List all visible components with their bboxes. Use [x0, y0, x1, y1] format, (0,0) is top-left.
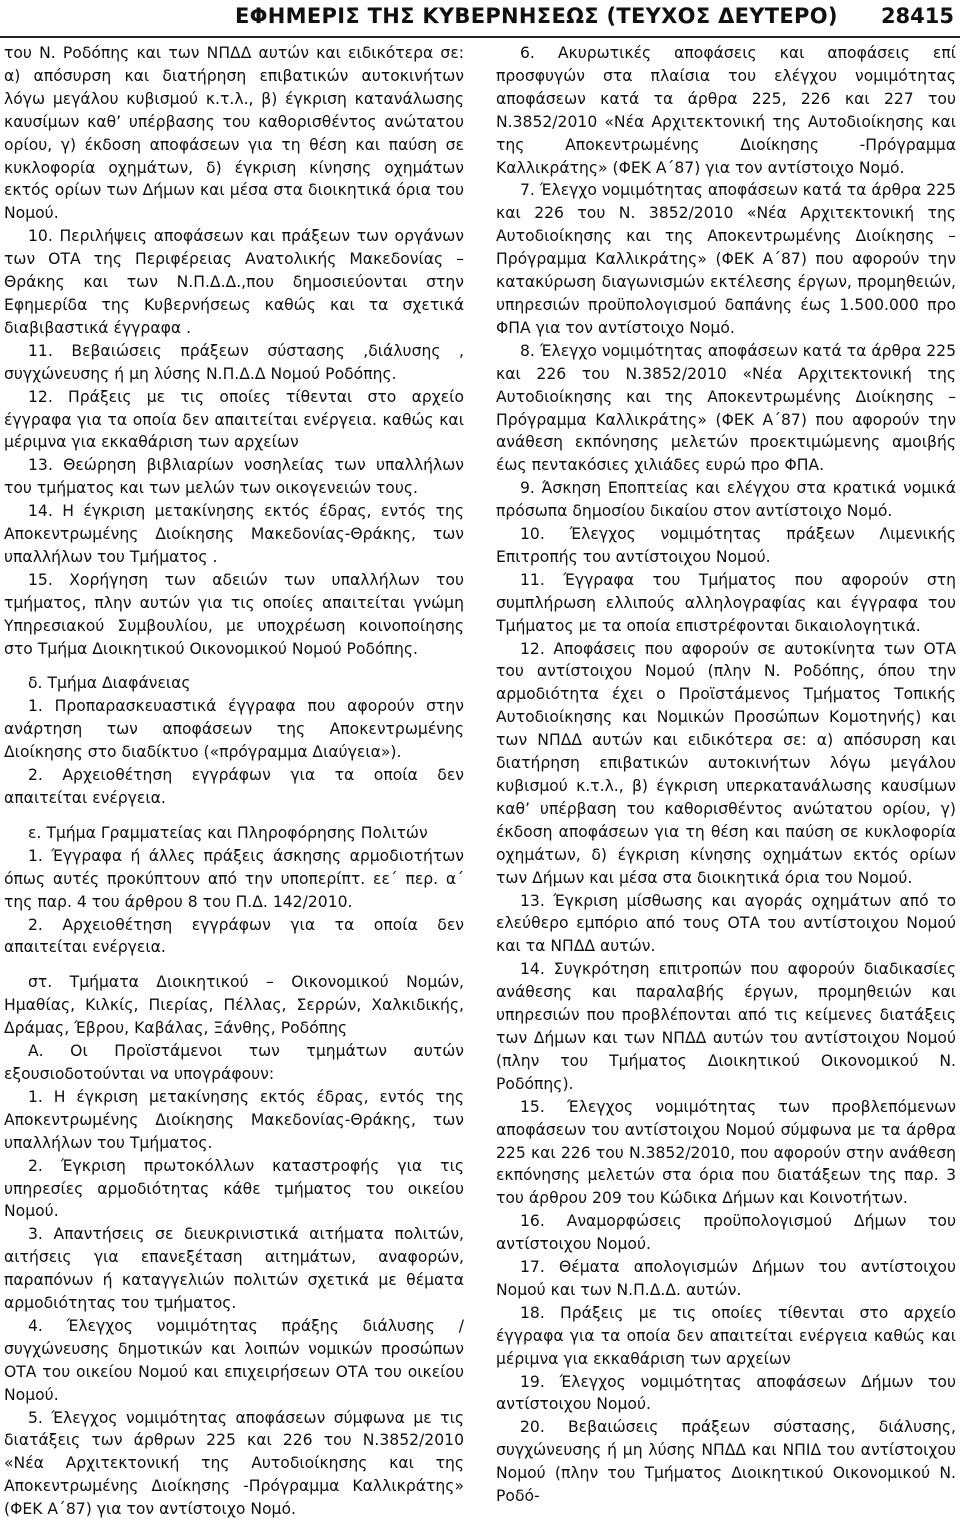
paragraph: 16. Αναμορφώσεις προϋπολογισμού Δήμων του αντίστοιχου Νομού. [496, 1212, 956, 1254]
paragraph: 18. Πράξεις με τις οποίες τίθενται στο αρχείο έγγραφα για τα οποία δεν απαιτείται ενέργεια καθώς και μέριμνα για εκκαθάριση των αρχείων [496, 1303, 956, 1368]
right-column [496, 42, 956, 1508]
paragraph: 10. Έλεγχος νομιμότητας πράξεων Λιμενικής Επιτροπής του αντίστοιχου Νομού. [496, 525, 956, 566]
paragraph: 9. Άσκηση Εποπτείας και ελέγχου στα κρατικά νομικά πρόσωπα δημοσίου δικαίου στον αντίστοιχο Νομό. [496, 479, 956, 521]
page-number: 28415 [880, 4, 954, 28]
paragraph: 4. Έλεγχος νομιμότητας πράξης διάλυσης / συγχώνευσης δημοτικών και λοιπών νομικών προσώπων ΟΤΑ του οικείου Νομού και επιχειρήσεων ΟΤΑ του οικείου Νομού. [4, 1316, 464, 1404]
paragraph: 6. Ακυρωτικές αποφάσεις και αποφάσεις επί προσφυγών στα πλαίσια του ελέγχου νομιμότητας αποφάσεων κατά τα άρθρα 225, 226 και 227 του Ν.3852/2010 «Νέα Αρχιτεκτονική της Αυτοδιοίκησης και της Αποκεντρωμένης Διοίκησης -Πρόγραμμα Καλλικράτης» (ΦΕΚ Α΄87) για τον αντίστοιχο Νομό. [496, 44, 956, 177]
header-divider [0, 36, 960, 38]
section-heading: δ. Τμήμα Διαφάνειας [28, 674, 191, 693]
paragraph: 2. Αρχειοθέτηση εγγράφων για τα οποία δεν απαιτείται ενέργεια. [4, 915, 464, 957]
paragraph: 15. Χορήγηση των αδειών των υπαλλήλων του τμήματος, πλην αυτών για τις οποίες απαιτείται γνώμη Υπηρεσιακού Συμβουλίου, με υποχρέωση κοινοποίησης στο Τμήμα Διοικητικού Οικονομικού Νομού Ροδόπης. [4, 570, 464, 658]
paragraph: 20. Βεβαιώσεις πράξεων σύστασης, διάλυσης, συγχώνευσης ή μη λύσης ΝΠΔΔ και ΝΠΙΔ του αντίστοιχου Νομού (πλην του Τμήματος Διοικητικού Οικονομικού Ν. Ροδό- [496, 1418, 956, 1506]
paragraph: 7. Έλεγχο νομιμότητας αποφάσεων κατά τα άρθρα 225 και 226 του Ν. 3852/2010 «Νέα Αρχιτεκτονική της Αυτοδιοίκησης και της Αποκεντρωμένης Διοίκησης – Πρόγραμμα Καλλικράτης» (ΦΕΚ Α΄87) που αφορούν την κατακύρωση διαγωνισμών εκτέλεσης έργων, προμηθειών, υπηρεσιών προϋπολογισμού δαπάνης έως 1.500.000 προ ΦΠΑ για τον αντίστοιχο Νομό. [496, 181, 956, 337]
section-heading: στ. Τμήματα Διοικητικού – Οικονομικού Νομών, Ημαθίας, Κιλκίς, Πιερίας, Πέλλας, Σερρών, Χαλκιδικής, Δράμας, Έβρου, Καβάλας, Ξάνθης, Ροδόπης [4, 973, 464, 1038]
paragraph: 5. Έλεγχος νομιμότητας αποφάσεων σύμφωνα με τις διατάξεις των άρθρων 225 και 226 του Ν.3852/2010 «Νέα Αρχιτεκτονική της Αυτοδιοίκησης και της Αποκεντρωμένης Διοίκησης -Πρόγραμμα Καλλικράτης» (ΦΕΚ Α΄87) για τον αντίστοιχο Νομό. [4, 1408, 464, 1519]
paragraph: 8. Έλεγχο νομιμότητας αποφάσεων κατά τα άρθρα 225 και 226 του Ν.3852/2010 «Νέα Αρχιτεκτονική της Αυτοδιοίκησης και της Αποκεντρωμένης Διοίκησης – Πρόγραμμα Καλλικράτης» (ΦΕΚ Α΄87) που αφορούν την ανάθεση εκπόνησης μελετών προεκτιμώμενης αμοιβής έως πεντακόσιες χιλιάδες ευρώ προ ΦΠΑ. [496, 341, 956, 475]
paragraph: του Ν. Ροδόπης και των ΝΠΔΔ αυτών και ειδικότερα σε: α) απόσυρση και διατήρηση επιβατικών αυτοκινήτων λόγω μεγάλου κυβισμού κ.τ.λ., β) έγκριση κατανάλωσης καυσίμων καθ’ υπέρβασης του καθορισθέντος ανώτατου ορίου, γ) έκδοση αποφάσεων για τη θέση και παύση σε κυκλοφορία οχημάτων, δ) έγκριση κίνησης οχημάτων εκτός ορίων των Δήμων και μέσα στα διοικητικά όρια του Νομού. [4, 44, 464, 223]
paragraph: 2. Έγκριση πρωτοκόλλων καταστροφής για τις υπηρεσίες αρμοδιότητας κάθε τμήματος του οικείου Νομού. [4, 1156, 464, 1221]
paragraph: 12. Αποφάσεις που αφορούν σε αυτοκίνητα των ΟΤΑ του αντίστοιχου Νομού (πλην Ν. Ροδόπης, όπου την αρμοδιότητα έχει ο Προϊστάμενος Τμήματος Τοπικής Αυτοδιοίκησης και Νομικών Προσώπων Κομοτηνής) και των ΝΠΔΔ αυτών και ειδικότερα σε: α) απόσυρση και διατήρηση επιβατικών αυτοκινήτων λόγω μεγάλου κυβισμού κ.τ.λ., β) έγκριση υπερκατανάλωσης καυσίμων καθ’ υπέρβαση του καθορισθέντος ανώτατου ορίου, γ) έκδοση αποφάσεων για τη θέση και παύση σε κυκλοφορία οχημάτων, δ) έγκριση κίνησης οχημάτων εκτός ορίων των Δήμων και μέσα στα διοικητικά όρια του Νομού. [496, 639, 956, 887]
paragraph: 3. Απαντήσεις σε διευκρινιστικά αιτήματα πολιτών, αιτήσεις για επανεξέταση αιτημάτων, αναφορών, παραπόνων ή καταγγελιών πολιτών σχετικά με θέματα αρμοδιότητας του τμήματος. [4, 1225, 464, 1313]
paragraph: 14. Η έγκριση μετακίνησης εκτός έδρας, εντός της Αποκεντρωμένης Διοίκησης Μακεδονίας-Θράκης, των υπαλλήλων του Τμήματος . [4, 502, 464, 566]
paragraph: 17. Θέματα απολογισμών Δήμων του αντίστοιχου Νομού και των Ν.Π.Δ.Δ. αυτών. [496, 1258, 956, 1299]
paragraph: 1. Προπαρασκευαστικά έγγραφα που αφορούν στην ανάρτηση των αποφάσεων της Αποκεντρωμένης Διοίκησης στο διαδίκτυο («πρόγραμμα Διαύγεια»). [4, 697, 464, 762]
paragraph: 15. Έλεγχος νομιμότητας των προβλεπόμενων αποφάσεων του αντίστοιχου Νομού σύμφωνα με τα άρθρα 225 και 226 του Ν.3852/2010, που αφορούν στην ανάθεση εκπόνησης μελετών στα όρια που διατάξεων της παρ. 3 του άρθρου 209 του Κώδικα Δήμων και Κοινοτήτων. [496, 1097, 956, 1208]
paragraph: 19. Έλεγχος νομιμότητας αποφάσεων Δήμων του αντίστοιχου Νομού. [496, 1372, 956, 1414]
paragraph: 13. Θεώρηση βιβλιαρίων νοσηλείας των υπαλλήλων του τμήματος και των μελών των οικογενειών τους. [4, 456, 464, 498]
page-header [0, 0, 960, 40]
paragraph: Α. Οι Προϊστάμενοι των τμημάτων αυτών εξουσιοδοτούνται να υπογράφουν: [4, 1042, 464, 1083]
paragraph: 1. Η έγκριση μετακίνησης εκτός έδρας, εντός της Αποκεντρωμένης Διοίκησης Μακεδονίας-Θράκης, των υπαλλήλων του Τμήματος. [4, 1087, 464, 1152]
paragraph: 12. Πράξεις με τις οποίες τίθενται στο αρχείο έγγραφα για τα οποία δεν απαιτείται ενέργεια. καθώς και μέριμνα για εκκαθάριση των αρχείων [4, 387, 464, 452]
paragraph: 11. Βεβαιώσεις πράξεων σύστασης ,διάλυσης , συγχώνευσης ή μη λύσης Ν.Π.Δ.Δ Νομού Ροδόπης. [4, 341, 464, 383]
gazette-title: ΕΦΗΜΕΡΙΣ ΤΗΣ ΚΥΒΕΡΝΗΣΕΩΣ (ΤΕΥΧΟΣ ΔΕΥΤΕΡΟ) [235, 4, 838, 28]
paragraph: 1. Έγγραφα ή άλλες πράξεις άσκησης αρμοδιοτήτων όπως αυτές προκύπτουν από την υποπερίπτ. εε΄ περ. α΄ της παρ. 4 του άρθρου 8 του Π.Δ. 142/2010. [4, 846, 464, 911]
paragraph: 2. Αρχειοθέτηση εγγράφων για τα οποία δεν απαιτείται ενέργεια. [4, 766, 464, 807]
paragraph: 13. Έγκριση μίσθωσης και αγοράς οχημάτων από το ελεύθερο εμπόριο από τους ΟΤΑ του αντίστοιχου Νομού και τα ΝΠΔΔ αυτών. [496, 891, 956, 956]
paragraph: 10. Περιλήψεις αποφάσεων και πράξεων των οργάνων των ΟΤΑ της Περιφέρειας Ανατολικής Μακεδονίας – Θράκης και των Ν.Π.Δ.Δ.,που δημοσιεύονται στην Εφημερίδα της Κυβερνήσεως καθώς και τα σχετικά διαβιβαστικά έγγραφα . [4, 227, 464, 337]
paragraph: 14. Συγκρότηση επιτροπών που αφορούν διαδικασίες ανάθεσης και παραλαβής έργων, προμηθειών και υπηρεσιών που προβλέπονται από τις κείμενες διατάξεις των Δήμων και των ΝΠΔΔ αυτών του αντίστοιχου Νομού (πλην του Τμήματος Διοικητικού Οικονομικού Ν. Ροδόπης). [496, 960, 956, 1093]
left-column [4, 42, 464, 1521]
section-heading: ε. Τμήμα Γραμματείας και Πληροφόρησης Πολιτών [28, 823, 428, 842]
paragraph: 11. Έγγραφα του Τμήματος που αφορούν στη συμπλήρωση ελλιπούς αλληλογραφίας και έγγραφα του Τμήματος με τα οποία επιστρέφονται δικαιολογητικά. [496, 570, 956, 635]
